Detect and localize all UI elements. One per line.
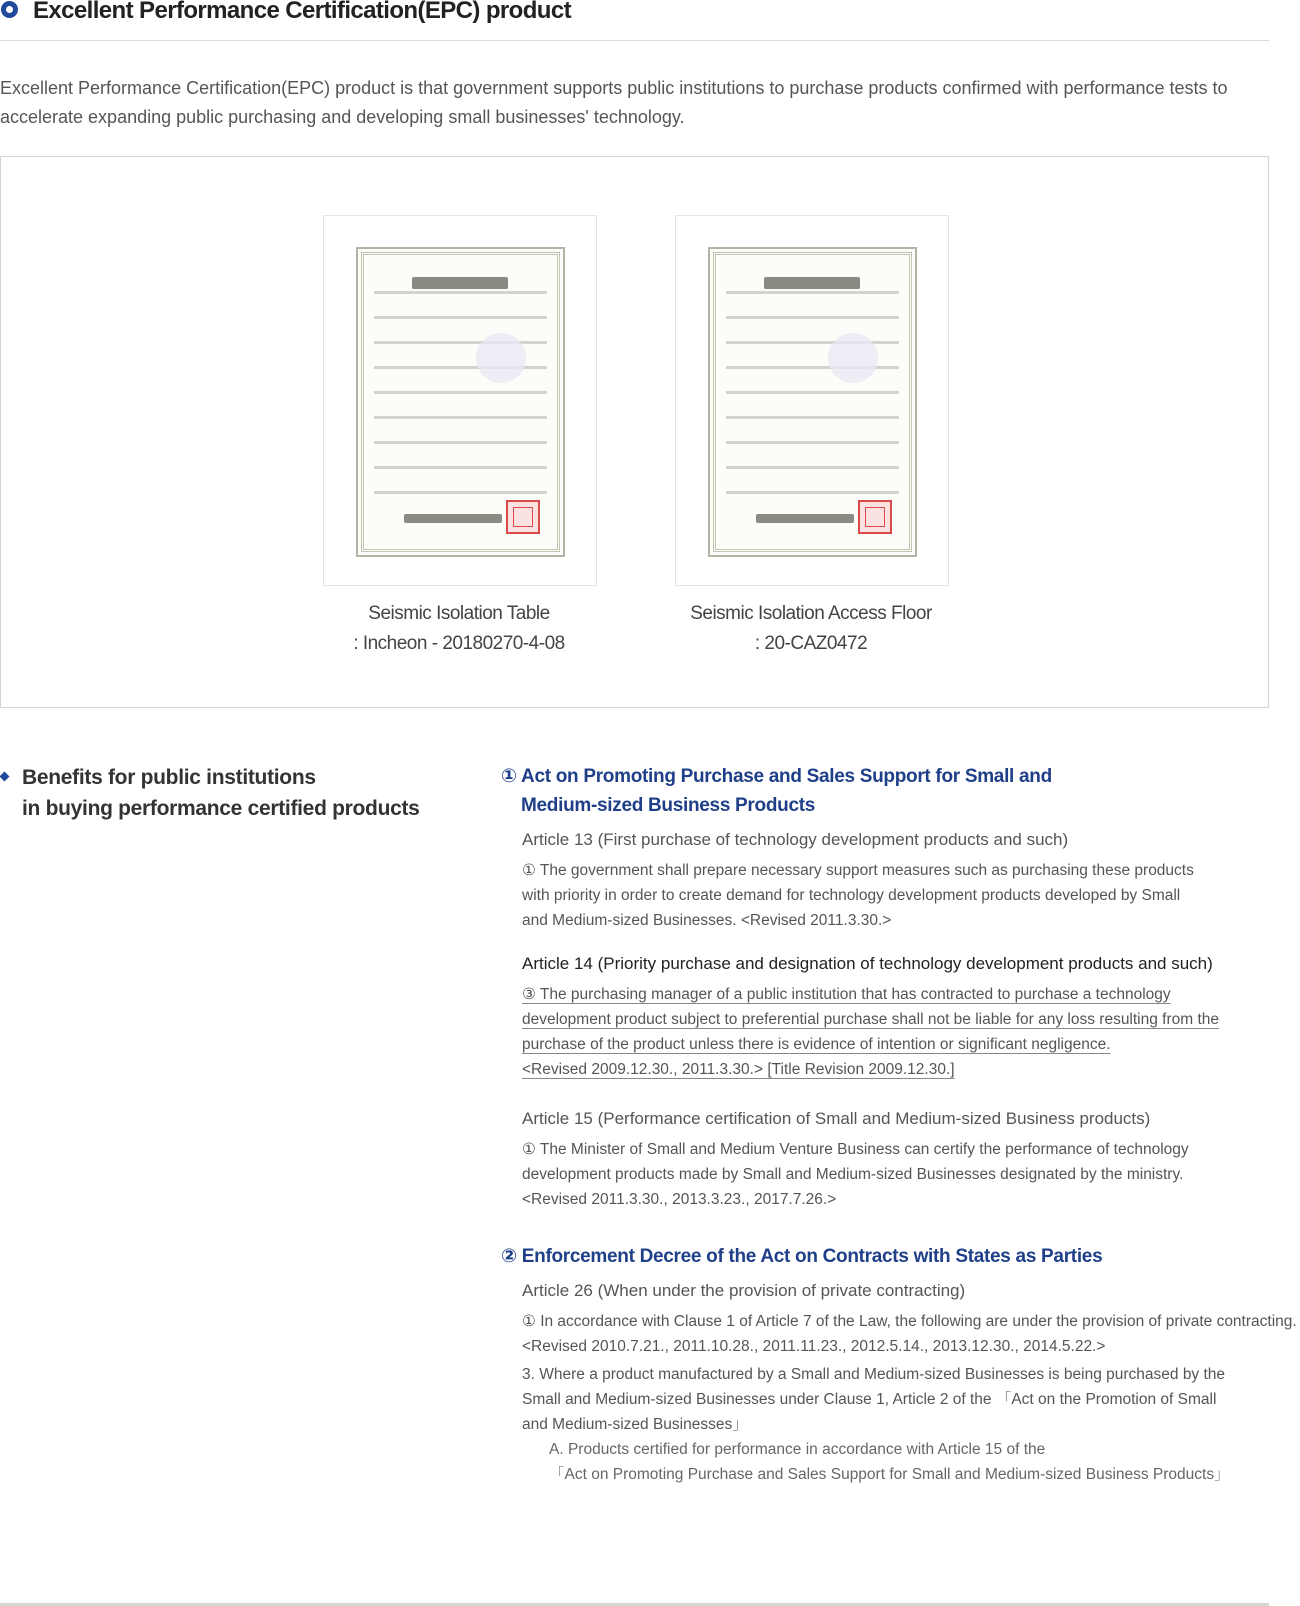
certificate-image bbox=[675, 215, 949, 586]
section-header bbox=[0, 0, 1269, 41]
certificate-number: : Incheon - 20180270-4-08 bbox=[353, 633, 565, 654]
certificates-panel bbox=[0, 156, 1269, 708]
certificate-name: Seismic Isolation Access Floor bbox=[690, 603, 932, 624]
article-text: development products made by Small and Medium-sized Businesses designated by the ministry. bbox=[522, 1166, 1184, 1183]
article-subitem: 「Act on Promoting Purchase and Sales Support for Small and Medium-sized Business Products」 bbox=[549, 1466, 1230, 1483]
article-text: ① The government shall prepare necessary support measures such as purchasing these products bbox=[522, 862, 1194, 879]
article-block bbox=[522, 1106, 1267, 1212]
article-text: and Medium-sized Businesses. <Revised 2011.3.30.> bbox=[522, 912, 892, 929]
law-heading: ② Enforcement Decree of the Act on Contracts with States as Parties bbox=[501, 1246, 1103, 1267]
diamond-bullet-icon bbox=[0, 772, 9, 782]
benefits-title: Benefits for public institutions in buying performance certified products bbox=[22, 766, 420, 820]
article-text: with priority in order to create demand for technology development products developed by Small bbox=[522, 887, 1181, 904]
article-title: Article 13 (First purchase of technology development products and such) bbox=[522, 830, 1069, 849]
article-text: ① In accordance with Clause 1 of Article 7 of the Law, the following are under the provision of private contracting. bbox=[522, 1313, 1297, 1330]
article-text: development product subject to preferential purchase shall not be liable for any loss resulting from the bbox=[522, 1011, 1220, 1028]
article-title: Article 26 (When under the provision of private contracting) bbox=[522, 1281, 966, 1300]
intro-paragraph: Excellent Performance Certification(EPC) product is that government supports public institutions to purchase products confirmed with performance tests to accelerate expanding public purchasing and developing small businesses' technology. bbox=[0, 78, 1228, 127]
red-seal-icon bbox=[858, 500, 892, 534]
circle-bullet-icon bbox=[1, 1, 18, 18]
article-text: and Medium-sized Businesses」 bbox=[522, 1416, 748, 1433]
red-seal-icon bbox=[506, 500, 540, 534]
article-text: <Revised 2011.3.30., 2013.3.23., 2017.7.26.> bbox=[522, 1191, 837, 1208]
article-text: ③ The purchasing manager of a public institution that has contracted to purchase a technology bbox=[522, 986, 1171, 1003]
certificate-caption bbox=[289, 599, 629, 659]
certificate-caption bbox=[641, 599, 981, 659]
law-heading: ① Act on Promoting Purchase and Sales Support for Small and Medium-sized Business Products bbox=[501, 766, 1052, 816]
certificate-document-icon bbox=[708, 247, 917, 557]
certificate-document-icon bbox=[356, 247, 565, 557]
page-title: Excellent Performance Certification(EPC) product bbox=[33, 0, 571, 24]
article-title: Article 15 (Performance certification of Small and Medium-sized Business products) bbox=[522, 1109, 1151, 1128]
article-text: purchase of the product unless there is evidence of intention or significant negligence. bbox=[522, 1036, 1111, 1053]
article-text: Small and Medium-sized Businesses under Clause 1, Article 2 of the 「Act on the Promotion of Small bbox=[522, 1391, 1217, 1408]
article-block bbox=[522, 827, 1267, 933]
article-title: Article 14 (Priority purchase and designation of technology development products and such) bbox=[522, 954, 1213, 973]
article-subitem: A. Products certified for performance in accordance with Article 15 of the bbox=[549, 1441, 1046, 1458]
article-text: <Revised 2010.7.21., 2011.10.28., 2011.11.23., 2012.5.14., 2013.12.30., 2014.5.22.> bbox=[522, 1338, 1106, 1355]
article-block bbox=[522, 1278, 1297, 1487]
article-text: <Revised 2009.12.30., 2011.3.30.> [Title Revision 2009.12.30.] bbox=[522, 1061, 955, 1078]
article-text: 3. Where a product manufactured by a Small and Medium-sized Businesses is being purchased by the bbox=[522, 1366, 1226, 1383]
certificate-name: Seismic Isolation Table bbox=[368, 603, 550, 624]
certificate-number: : 20-CAZ0472 bbox=[754, 633, 868, 654]
certificate-image bbox=[323, 215, 597, 586]
article-text: ① The Minister of Small and Medium Venture Business can certify the performance of technology bbox=[522, 1141, 1189, 1158]
article-block bbox=[522, 951, 1267, 1082]
